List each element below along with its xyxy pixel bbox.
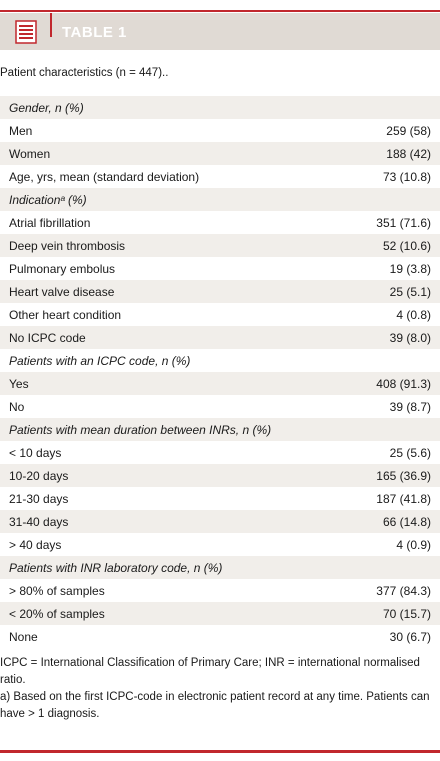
- table-row: [0, 579, 440, 602]
- row-value: 165 (36.9): [376, 468, 431, 483]
- table-row: [0, 395, 440, 418]
- row-label: < 10 days: [9, 445, 62, 460]
- row-label: Pulmonary embolus: [9, 261, 116, 276]
- footnote-abbreviations: ICPC = International Classification of Primary Care; INR = international normalised ratio.: [0, 657, 420, 686]
- row-label: Indicationᵃ (%): [9, 192, 87, 207]
- table-row: [0, 303, 440, 326]
- row-label: > 40 days: [9, 537, 62, 552]
- row-label: 21-30 days: [9, 491, 69, 506]
- row-label: > 80% of samples: [9, 583, 105, 598]
- table-row: [0, 280, 440, 303]
- row-value: 19 (3.8): [389, 261, 431, 276]
- table-section-heading: [0, 188, 440, 211]
- row-label: Deep vein thrombosis: [9, 238, 126, 253]
- row-label: None: [9, 629, 38, 644]
- data-table: [0, 96, 440, 648]
- row-label: Other heart condition: [9, 307, 122, 322]
- row-label: Heart valve disease: [9, 284, 115, 299]
- top-rule: [0, 10, 440, 12]
- row-value: 377 (84.3): [376, 583, 431, 598]
- row-value: 4 (0.9): [396, 537, 431, 552]
- row-value: 408 (91.3): [376, 376, 431, 391]
- table-row: [0, 257, 440, 280]
- table-row: [0, 326, 440, 349]
- row-value: 187 (41.8): [376, 491, 431, 506]
- table-caption: Patient characteristics (n = 447)..: [0, 67, 169, 79]
- table-row: [0, 165, 440, 188]
- row-value: 25 (5.6): [389, 445, 431, 460]
- table-title: TABLE 1: [62, 24, 127, 41]
- header-divider: [50, 13, 52, 37]
- row-label: Patients with INR laboratory code, n (%): [9, 560, 223, 575]
- row-value: 39 (8.7): [389, 399, 431, 414]
- footnotes: [0, 655, 432, 723]
- table-row: [0, 119, 440, 142]
- row-label: No: [9, 399, 25, 414]
- row-label: Women: [9, 146, 51, 161]
- table-row: [0, 487, 440, 510]
- row-value: 25 (5.1): [389, 284, 431, 299]
- table-row: [0, 142, 440, 165]
- table-row: [0, 372, 440, 395]
- row-value: 39 (8.0): [389, 330, 431, 345]
- table-section-heading: [0, 418, 440, 441]
- row-value: 70 (15.7): [382, 606, 431, 621]
- table-row: [0, 625, 440, 648]
- row-value: 351 (71.6): [376, 215, 431, 230]
- row-label: Men: [9, 123, 33, 138]
- bottom-rule: [0, 750, 440, 753]
- table-section-heading: [0, 556, 440, 579]
- row-label: < 20% of samples: [9, 606, 105, 621]
- row-value: 4 (0.8): [396, 307, 431, 322]
- row-label: Patients with an ICPC code, n (%): [9, 353, 191, 368]
- table-row: [0, 464, 440, 487]
- table-section-heading: [0, 349, 440, 372]
- footnote-a: a) Based on the first ICPC-code in electronic patient record at any time. Patients can have > 1 diagnosis.: [0, 691, 430, 720]
- table-row: [0, 234, 440, 257]
- row-value: 188 (42): [386, 146, 431, 161]
- row-label: Yes: [9, 376, 29, 391]
- row-value: 30 (6.7): [389, 629, 431, 644]
- row-label: Atrial fibrillation: [9, 215, 91, 230]
- row-label: Gender, n (%): [9, 100, 84, 115]
- row-label: 10-20 days: [9, 468, 69, 483]
- row-label: Patients with mean duration between INRs, n (%): [9, 422, 272, 437]
- table-row: [0, 602, 440, 625]
- row-label: Age, yrs, mean (standard deviation): [9, 169, 200, 184]
- row-value: 66 (14.8): [382, 514, 431, 529]
- row-value: 52 (10.6): [382, 238, 431, 253]
- table-section-heading: [0, 96, 440, 119]
- table-row: [0, 211, 440, 234]
- table-row: [0, 533, 440, 556]
- row-label: No ICPC code: [9, 330, 86, 345]
- row-value: 73 (10.8): [382, 169, 431, 184]
- document-list-icon: [6, 20, 38, 44]
- table-row: [0, 441, 440, 464]
- table-row: [0, 510, 440, 533]
- row-label: 31-40 days: [9, 514, 69, 529]
- table-header: [0, 13, 440, 50]
- row-value: 259 (58): [386, 123, 431, 138]
